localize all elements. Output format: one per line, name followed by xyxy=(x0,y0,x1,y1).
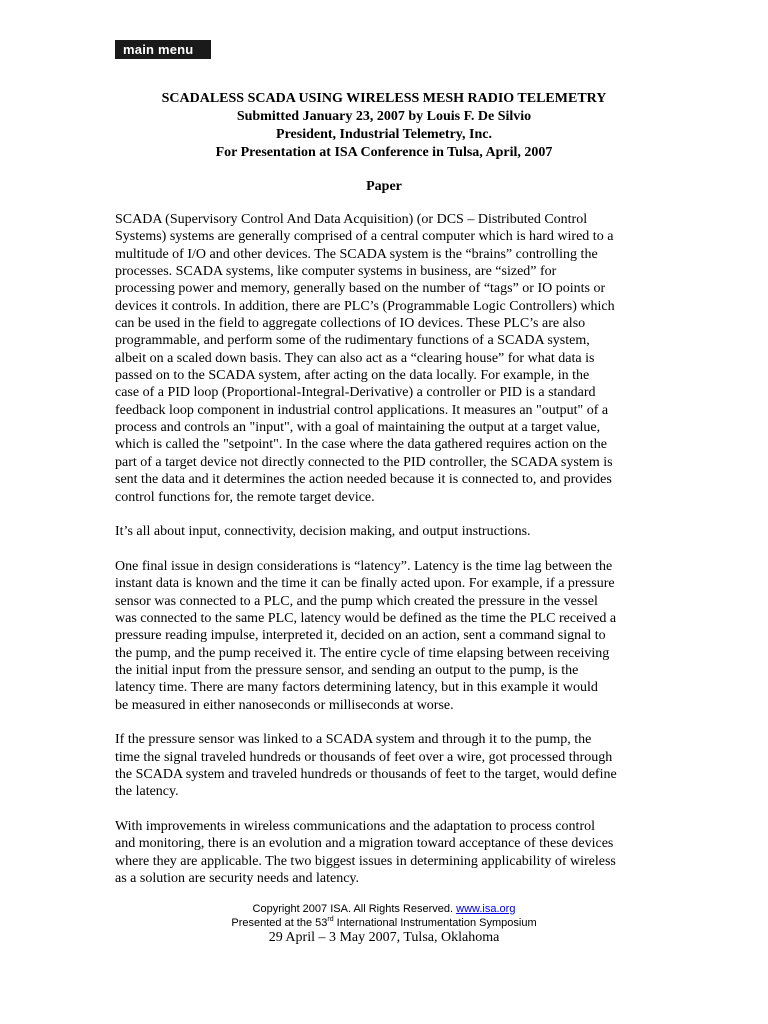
main-menu-button[interactable]: main menu xyxy=(115,40,211,59)
text-line: instant data is known and the time it can be finally acted upon. For example, if a pressure xyxy=(115,576,615,592)
text-line: the initial input from the pressure sensor, and sending an output to the pump, is the xyxy=(115,662,579,678)
text-line: With improvements in wireless communications and the adaptation to process control xyxy=(115,819,595,835)
presented-prefix: Presented at the 53 xyxy=(231,917,328,929)
paper-header xyxy=(0,90,768,162)
text-line: the latency. xyxy=(115,784,179,800)
presentation-line: For Presentation at ISA Conference in Tulsa, April, 2007 xyxy=(215,145,553,160)
body-paragraph xyxy=(115,731,655,800)
text-line: time the signal traveled hundreds or thousands of feet over a wire, got processed through xyxy=(115,749,613,765)
text-line: as a solution are security needs and latency. xyxy=(115,871,360,887)
text-line: pressure reading impulse, interpreted it, decided on an action, sent a command signal to xyxy=(115,628,606,644)
text-line: multitude of I/O and other devices. The SCADA system is the “brains” controlling the xyxy=(115,246,598,262)
body-paragraph xyxy=(115,818,655,887)
submission-line: Submitted January 23, 2007 by Louis F. De Silvio xyxy=(236,109,532,124)
text-line: can be used in the field to aggregate collections of IO devices. These PLC’s are also xyxy=(115,316,586,332)
symposium-line xyxy=(0,916,768,930)
text-line: and monitoring, there is an evolution and a migration toward acceptance of these devices xyxy=(115,836,614,852)
text-line: devices it controls. In addition, there are PLC’s (Programmable Logic Controllers) which xyxy=(115,298,615,314)
text-line: be measured in either nanoseconds or milliseconds at worse. xyxy=(115,697,454,713)
text-line: If the pressure sensor was linked to a SCADA system and through it to the pump, the xyxy=(115,732,592,748)
text-line: One final issue in design considerations is “latency”. Latency is the time lag between the xyxy=(115,558,613,574)
text-line: control functions for, the remote target device. xyxy=(115,489,375,505)
text-line: SCADA (Supervisory Control And Data Acquisition) (or DCS – Distributed Control xyxy=(115,212,588,227)
text-line: case of a PID loop (Proportional-Integral-Derivative) a controller or PID is a standard xyxy=(115,385,596,401)
copyright-line xyxy=(0,902,768,916)
text-line: which is called the "setpoint". In the case where the data gathered requires action on the xyxy=(115,437,607,453)
text-line: Systems) systems are generally comprised of a central computer which is hard wired to a xyxy=(115,229,614,245)
body-paragraph xyxy=(115,211,655,506)
text-line: processes. SCADA systems, like computer systems in business, are “sized” for xyxy=(115,264,557,280)
isa-link[interactable]: www.isa.org xyxy=(456,903,516,915)
body-paragraph xyxy=(115,558,655,714)
text-line: process and controls an "input", with a goal of maintaining the output at a target value, xyxy=(115,420,601,436)
text-line: the pump, and the pump received it. The entire cycle of time elapsing between receiving xyxy=(115,645,610,661)
text-line: latency time. There are many factors determining latency, but in this example it would xyxy=(115,680,598,696)
text-line: was connected to the same PLC, latency would be defined as the time the PLC received a xyxy=(115,610,617,626)
author-role: President, Industrial Telemetry, Inc. xyxy=(276,127,492,142)
ordinal-suffix: rd xyxy=(327,916,334,923)
page-footer xyxy=(0,902,768,946)
text-line: passed on to the SCADA system, after acting on the data locally. For example, in the xyxy=(115,368,590,384)
text-line: part of a target device not directly connected to the PID controller, the SCADA system is xyxy=(115,454,613,470)
text-line: the SCADA system and traveled hundreds or thousands of feet to the target, would define xyxy=(115,767,617,782)
text-line: where they are applicable. The two biggest issues in determining applicability of wireless xyxy=(115,853,616,869)
text-line: programmable, and perform some of the rudimentary functions of a SCADA system, xyxy=(115,333,590,349)
text-line: sent the data and it determines the action needed because it is connected to, and provides xyxy=(115,472,612,488)
section-heading: Paper xyxy=(366,179,402,194)
event-dates: 29 April – 3 May 2007, Tulsa, Oklahoma xyxy=(268,930,500,945)
presented-suffix: International Instrumentation Symposium xyxy=(333,917,537,929)
paper-body xyxy=(115,211,655,905)
text-line: processing power and memory, generally based on the number of “tags” or IO points or xyxy=(115,281,606,297)
body-paragraph xyxy=(115,523,655,540)
text-line: feedback loop component in industrial control applications. It measures an "output" of a xyxy=(115,402,609,418)
paper-title: SCADALESS SCADA USING WIRELESS MESH RADIO TELEMETRY xyxy=(161,91,607,106)
text-line: albeit on a scaled down basis. They can also act as a “clearing house” for what data is xyxy=(115,350,595,366)
copyright-text: Copyright 2007 ISA. All Rights Reserved. xyxy=(252,903,454,915)
text-line: It’s all about input, connectivity, decision making, and output instructions. xyxy=(115,524,531,540)
text-line: sensor was connected to a PLC, and the pump which created the pressure in the vessel xyxy=(115,593,598,609)
